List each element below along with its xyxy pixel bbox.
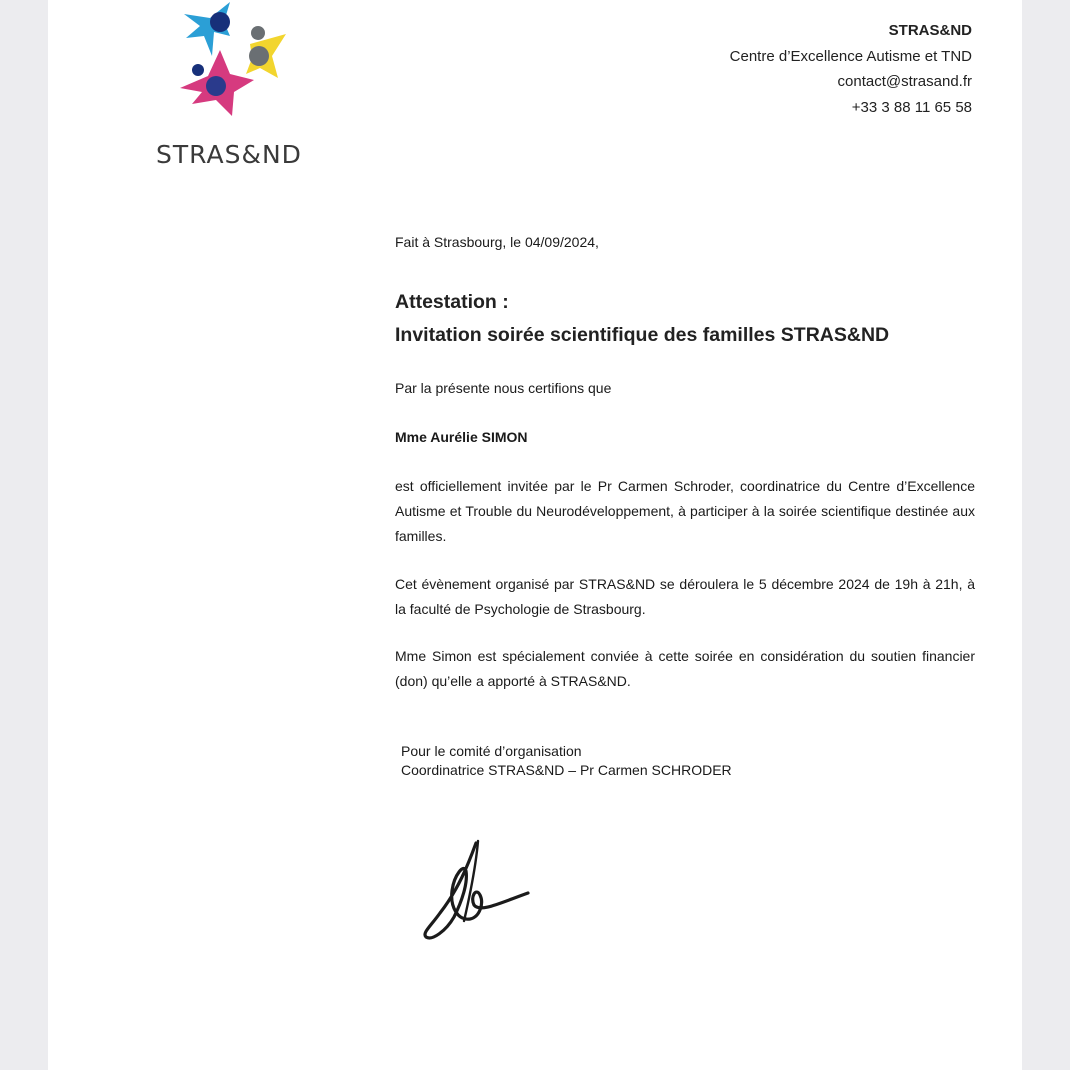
paragraph-event: Cet évènement organisé par STRAS&ND se déroulera le 5 décembre 2024 de 19h à 21h, à la faculté de Psychologie de Strasbourg. (395, 576, 975, 617)
title-line-1: Attestation : (395, 291, 509, 313)
paragraph-reason: Mme Simon est spécialement conviée à cette soirée en considération du soutien financier (don) qu’elle a apporté à STRAS&ND. (395, 648, 975, 689)
title-line-2: Invitation soirée scientifique des familles STRAS&ND (395, 324, 890, 346)
sender-subtitle: Centre d’Excellence Autisme et TND (729, 47, 972, 65)
strasnd-logo (152, 0, 312, 175)
handwritten-signature (418, 835, 538, 950)
sender-block (730, 18, 972, 120)
closing-line-1: Pour le comité d’organisation (401, 743, 582, 759)
date-line: Fait à Strasbourg, le 04/09/2024, (395, 234, 599, 250)
paragraph-invitation: est officiellement invitée par le Pr Carmen Schroder, coordinatrice du Centre d’Excellence Autisme et Trouble du Neurodéveloppement, à participer à la soirée scientifique destinée aux familles. (395, 478, 975, 544)
document-title (395, 286, 975, 352)
sender-email: contact@strasand.fr (837, 73, 972, 90)
sender-phone: +33 3 88 11 65 58 (851, 98, 972, 116)
recipient-name: Mme Aurélie SIMON (395, 429, 528, 445)
sender-org: STRAS&ND (888, 22, 972, 39)
logo-wordmark: STRAS&ND (156, 140, 302, 169)
closing-line-2: Coordinatrice STRAS&ND – Pr Carmen SCHRODER (401, 762, 732, 778)
logo-star-icon (172, 0, 292, 130)
intro-line: Par la présente nous certifions que (395, 380, 612, 396)
closing-block (401, 742, 732, 780)
